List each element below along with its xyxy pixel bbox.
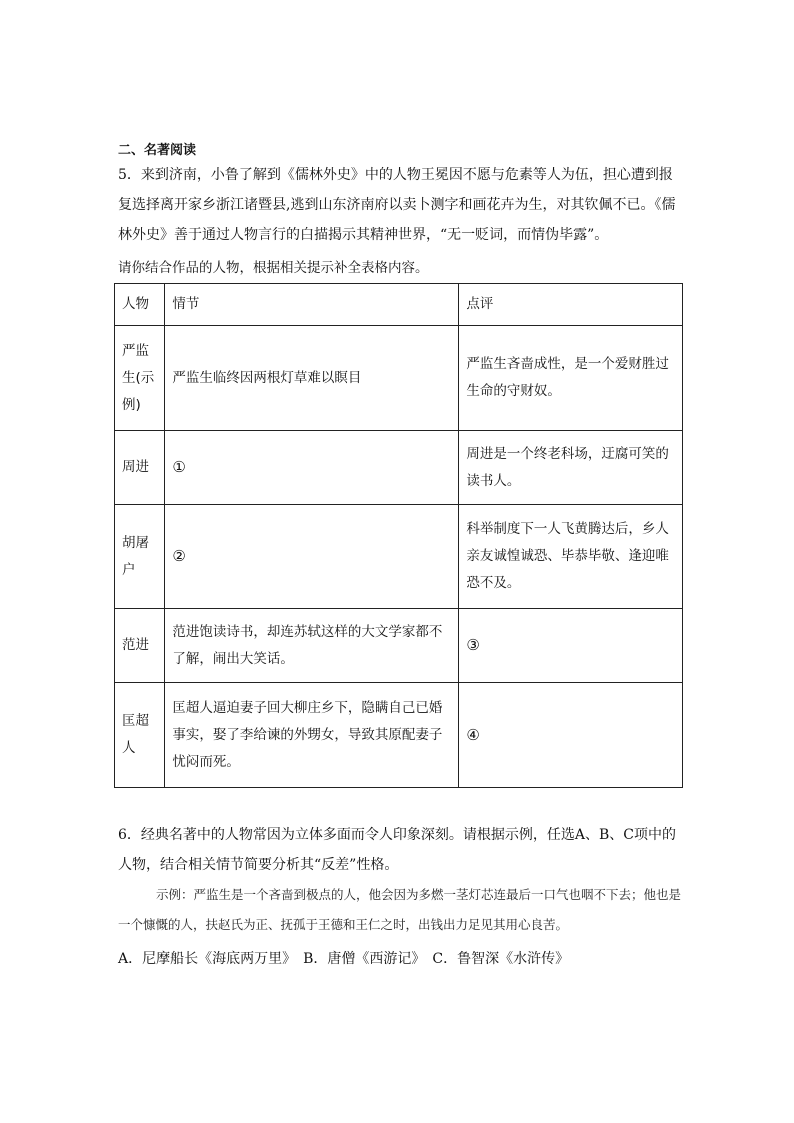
row-character: 严监生(示例)	[115, 326, 165, 431]
question-5-instruction: 请你结合作品的人物，根据相关提示补全表格内容。	[118, 260, 429, 276]
row-character: 周进	[115, 431, 165, 505]
blank-marker-4: ④	[459, 683, 683, 788]
blank-marker-3: ③	[459, 609, 683, 683]
table-row	[115, 431, 683, 505]
row-comment: 严监生吝啬成性，是一个爱财胜过生命的守财奴。	[459, 326, 683, 431]
row-character: 匡超人	[115, 683, 165, 788]
question-6-options: A．尼摩船长《海底两万里》 B．唐僧《西游记》 C．鲁智深《水浒传》	[118, 951, 570, 967]
table-row	[115, 609, 683, 683]
question-6-text: 6．经典名著中的人物常因为立体多面而令人印象深刻。请根据示例，任选A、B、C项中的人物，结合相关情节简要分析其“反差”性格。	[118, 827, 677, 873]
table-row	[115, 683, 683, 788]
header-comment: 点评	[459, 284, 683, 326]
row-comment: 周进是一个终老科场，迂腐可笑的读书人。	[459, 431, 683, 505]
header-plot: 情节	[165, 284, 459, 326]
row-character: 范进	[115, 609, 165, 683]
table-header-row	[115, 284, 683, 326]
character-table	[114, 283, 683, 788]
question-6-example: 示例：严监生是一个吝啬到极点的人，他会因为多燃一茎灯芯连最后一口气也咽不下去；他也是一个慷慨的人，扶赵氏为正、抚孤于王德和王仁之时，出钱出力足见其用心良苦。	[118, 887, 682, 932]
table-row	[115, 505, 683, 609]
blank-marker-2: ②	[165, 505, 459, 609]
row-plot: 匡超人逼迫妻子回大柳庄乡下，隐瞒自己已婚事实，娶了李给谏的外甥女，导致其原配妻子忧闷而死。	[165, 683, 459, 788]
row-plot: 范进饱读诗书，却连苏轼这样的大文学家都不了解，闹出大笑话。	[165, 609, 459, 683]
table-row	[115, 326, 683, 431]
row-character: 胡屠户	[115, 505, 165, 609]
blank-marker-1: ①	[165, 431, 459, 505]
row-comment: 科举制度下一人飞黄腾达后，乡人亲友诚惶诚恐、毕恭毕敬、逢迎唯恐不及。	[459, 505, 683, 609]
header-character: 人物	[115, 284, 165, 326]
question-5-text: 5．来到济南，小鲁了解到《儒林外史》中的人物王冕因不愿与危素等人为伍，担心遭到报复选择离开家乡浙江诸暨县,逃到山东济南府以卖卜测字和画花卉为生，对其钦佩不已。《儒林外史》善于通过人物言行的白描揭示其精神世界，“无一贬词，而情伪毕露”。	[118, 167, 676, 243]
section-title: 二、名著阅读	[118, 143, 197, 158]
row-plot: 严监生临终因两根灯草难以瞑目	[165, 326, 459, 431]
